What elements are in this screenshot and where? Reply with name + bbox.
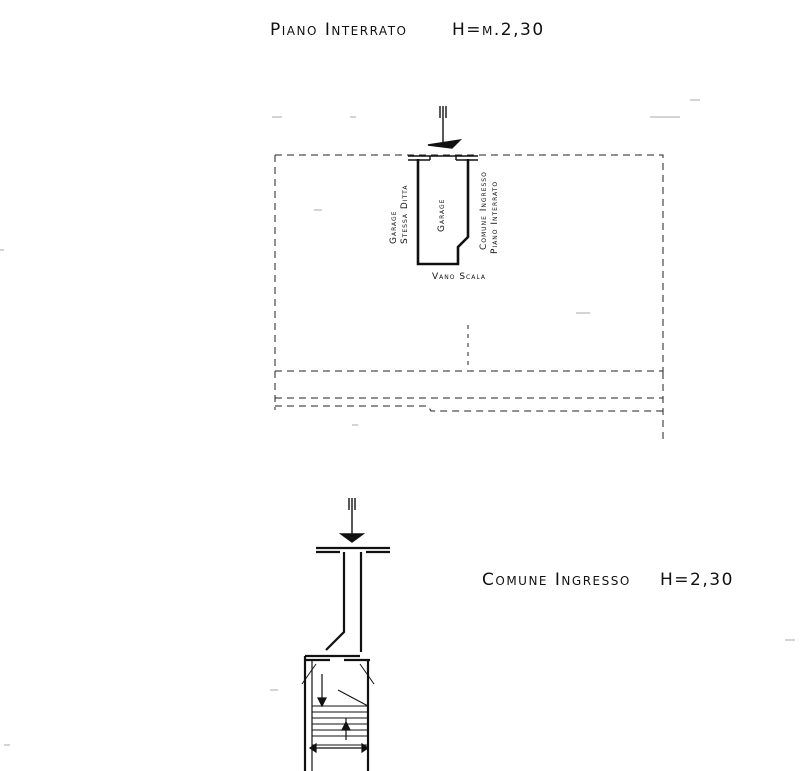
garage-room-label: Garage — [437, 198, 447, 232]
garage-door — [408, 156, 478, 160]
same-owner-label: Stessa Ditta — [400, 184, 410, 244]
common-entrance-label: Comune Ingresso — [479, 171, 489, 250]
basement-height: H=m.2,30 — [452, 20, 545, 40]
stairwell-plan — [305, 548, 390, 771]
common-entrance-height: H=2,30 — [660, 570, 734, 590]
entry-arrow-bottom — [341, 498, 363, 542]
scan-specks — [0, 100, 795, 745]
common-entrance-title: Comune Ingresso — [482, 570, 631, 590]
entry-arrow-top — [428, 106, 460, 148]
stair-arrows — [310, 674, 368, 752]
neighbor-garage-label: Garage — [389, 210, 399, 244]
stair-treads — [302, 664, 374, 745]
basement-title: Piano Interrato — [270, 20, 408, 40]
basement-floor-label: Piano Interrato — [490, 180, 500, 254]
stairwell-label: Vano Scala — [432, 272, 486, 282]
